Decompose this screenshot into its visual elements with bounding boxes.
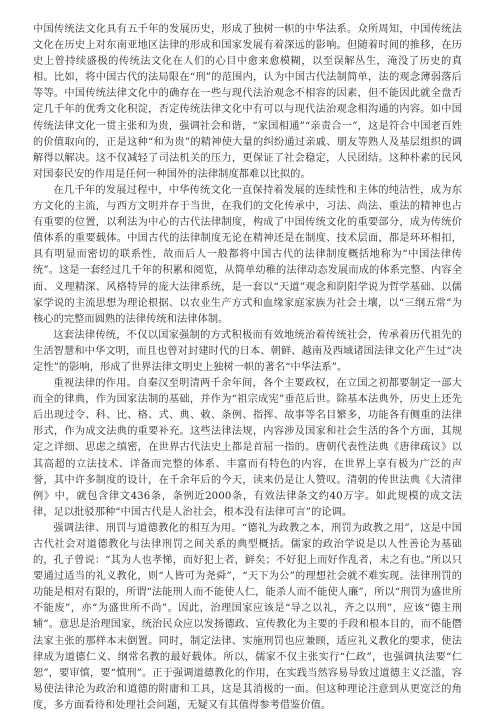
paragraph-1: 中国传统法文化具有五千年的发展历史，形成了独树一帜的中华法系。众所周知，中国传统法文化在历史上对东南亚地区法律的形成和国家发展有着深远的影响。但随着时间的推移，在历史上曾持续盛极的传统法文化在人们的心目中愈来愈模糊，以至误解丛生，淹没了历史的真相。比如，将中国古代的法局限在“刑”的范围内，认为中国古代法制简单，法的观念薄弱落后等等。中国传统法律文化中的确存在一些与现代法治观念不相容的因素，但不能因此就全盘否定几千年的优秀文化积淀，否定传统法律文化中有可以与现代法治观念相沟通的内容。如中国传统法律文化一贯主张和为贵，强调社会和谐，“家国相通”“亲责合一”，这是符合中国老百姓的价值取向的，正是这种“和为贵”的精神使大量的纠纷通过亲戚、朋友等熟人及基层组织的调解得以解决。这不仅减轻了司法机关的压力，更保证了社会稳定，人民团结。这种朴素的民风对国泰民安的作用是任何一种国外的法律制度都难以比拟的。 [33, 24, 462, 180]
paragraph-4: 重视法律的作用。自秦汉至明清两千余年间，各个主要政权，在立国之初都要制定一部大而全的律典，作为国家法制的基础，并作为“祖宗成宪”垂范后世。除基本法典外，历史上还先后出现过令、科、比、格、式、典、敕、条例、指挥、故事等名目繁多，功能各有侧重的法律形式，作为成文法典的重要补充。这些法律法规，内容涉及国家和社会生活的各个方面，其规定之详细、思虑之缜密，在世界古代法史上都是首屈一指的。唐朝代表性法典《唐律疏议》以其高超的立法技术、详备而完整的体系、丰富而有特色的内容，在世界上享有极为广泛的声誉，其中许多制度的设计，在千余年后的今天，读来仍是让人赞叹。清朝的传世法典《大清律例》中，就包含律文436条，条例近2000条，有效法律条文约40万字。如此规模的成文法律，足以批驳那种“中国古代是人治社会，根本没有法律可言”的论调。 [33, 378, 462, 518]
paragraph-2: 在几千年的发展过程中，中华传统文化一直保持着发展的连续性和主体的纯洁性，成为东方文化的主流，与西方文明并存于当世，在我们的文化传承中，习法、尚法、重法的精神也占有重要的位置，以利法为中心的古代法律制度，构成了中国传统文化的重要部分，成为传统价值体系的重要载体。中国古代的法律制度无论在精神还是在制度、技术层面，都是环环相扣，具有明显而密切的联系性，故而后人一般都将中国古代的法律制度概括地称为“中国法律传统”。这是一套经过几千年的积累和阅览，从简单幼稚的法律动态发展而成的体系完整、内容全面、义理精深、风格特异的庞大法律系统，是一套以“天道”观念和阴阳学说为哲学基础、以儒家学说的主流思想为理论根据、以农业生产方式和血缘家庭家族为社会土壤，以“三纲五常”为核心的完整而圆熟的法律传统和法律体制。 [33, 184, 462, 325]
paragraph-3: 这套法律传统，不仅以国家强制的方式积极而有效地统治着传统社会，传承着历代祖先的生活智慧和中华文明，而且也曾对封建时代的日本、朝鲜、越南及西域诸国法律文化产生过“决定性”的影响，形成了世界法律文明史上独树一帜的著名“中华法系”。 [33, 329, 462, 373]
paragraph-5: 强调法律、刑罚与道德教化的相互为用。“德礼为政教之本，刑罚为政教之用”，这是中国古代社会对道德教化与法律刑罚之间关系的典型概括。儒家的政治学说是以人性善论为基础的，孔子曾说：“其为人也孝悌，而好犯上者，鲜矣；不好犯上而好作乱者，未之有也。”所以只要通过适当的礼义教化，则“人皆可为尧舜”，“天下为公”的理想社会就不难实现。法律刑罚的功能是相对有限的，所谓“法能刑人而不能使人仁，能杀人而不能使人廉”，所以“刑罚为盛世所不能废”，亦“为盛世所不尚”。因此，治理国家应该是“导之以礼，齐之以刑”，应该“德主刑辅”。意思是治理国家，统治民众应以发扬德政、宣传教化为主要的手段和根本目的，而不能僭法家主张的那样本末倒置。同时，制定法律、实施刑罚也应兼顾，适应礼义教化的要求，使法律成为道德仁义、纲常名教的最好载体。所以，儒家不仅主张实行“仁政”，也强调执法要“仁恕”，要审慎，要“慎刑”。正于强调道德教化的作用，在实践当然容易导致过道德主义泛滥，容易使法律沦为政治和道德的附庸和工具，这是其消极的一面。但这种理论注意到从更宽泛的角度，多方面看待和处理社会问题，无疑又有其值得参考借鉴价值。 [33, 522, 462, 711]
document-body [33, 22, 462, 714]
